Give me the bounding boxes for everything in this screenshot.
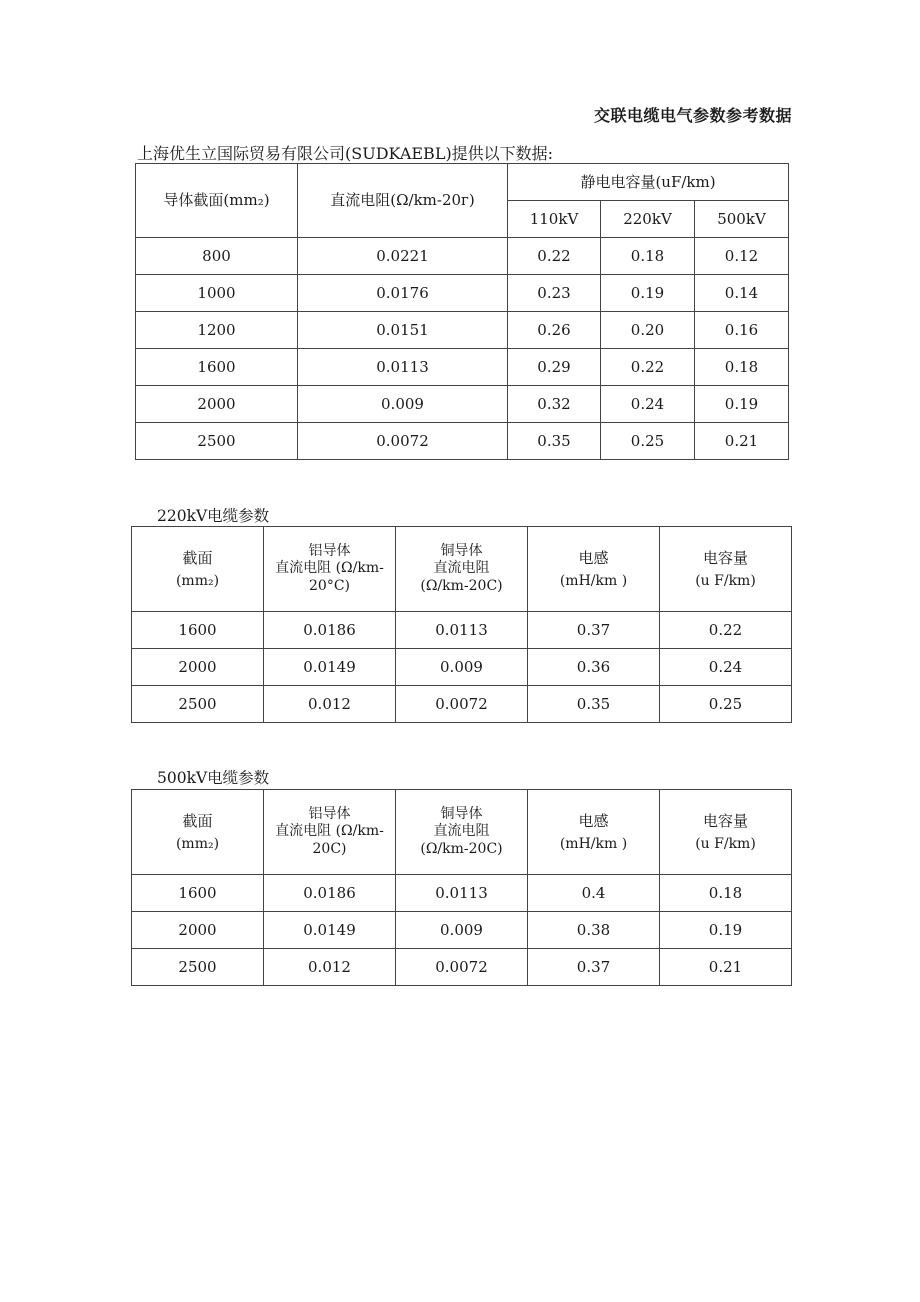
- cell-c500: 0.12: [695, 238, 789, 275]
- cell-al: 0.0186: [264, 612, 396, 649]
- header-capacitance: 电容量 (u F/km): [660, 527, 792, 612]
- table-row: [132, 949, 792, 986]
- cell-section: 1600: [132, 612, 264, 649]
- cell-section: 1600: [132, 875, 264, 912]
- cell-section: 2500: [132, 949, 264, 986]
- cell-c110: 0.29: [508, 349, 601, 386]
- cell-c500: 0.21: [695, 423, 789, 460]
- table-row: [136, 238, 789, 275]
- cell-al: 0.0149: [264, 649, 396, 686]
- cell-al: 0.012: [264, 949, 396, 986]
- cell-c220: 0.18: [601, 238, 695, 275]
- table-row: [132, 612, 792, 649]
- cell-section: 800: [136, 238, 298, 275]
- cell-cu: 0.009: [396, 912, 528, 949]
- cell-section: 2500: [136, 423, 298, 460]
- header-capacitance: 静电电容量(uF/km): [508, 164, 789, 201]
- cell-inductance: 0.4: [528, 875, 660, 912]
- header-section: 截面 (mm₂): [132, 527, 264, 612]
- cell-c110: 0.32: [508, 386, 601, 423]
- cell-resistance: 0.0072: [298, 423, 508, 460]
- capacitance-table: [135, 163, 789, 460]
- cell-resistance: 0.0221: [298, 238, 508, 275]
- cell-c220: 0.20: [601, 312, 695, 349]
- header-resistance: 直流电阻(Ω/km-20г): [298, 164, 508, 238]
- table-row: [132, 649, 792, 686]
- cell-c110: 0.35: [508, 423, 601, 460]
- header-inductance: 电感 (mH/km ): [528, 790, 660, 875]
- cell-cu: 0.009: [396, 649, 528, 686]
- cell-cu: 0.0113: [396, 612, 528, 649]
- cell-c110: 0.23: [508, 275, 601, 312]
- table-row: [132, 912, 792, 949]
- cell-section: 1000: [136, 275, 298, 312]
- cell-c110: 0.26: [508, 312, 601, 349]
- cell-c220: 0.24: [601, 386, 695, 423]
- cell-capacitance: 0.24: [660, 649, 792, 686]
- cell-c500: 0.16: [695, 312, 789, 349]
- table-row: [136, 275, 789, 312]
- cell-c220: 0.25: [601, 423, 695, 460]
- cell-inductance: 0.37: [528, 949, 660, 986]
- cell-inductance: 0.35: [528, 686, 660, 723]
- header-capacitance: 电容量 (u F/km): [660, 790, 792, 875]
- cell-c500: 0.18: [695, 349, 789, 386]
- header-al-resistance: 铝导体 直流电阻 (Ω/km- 20C): [264, 790, 396, 875]
- table-row: [136, 312, 789, 349]
- header-section: 截面 (mm₂): [132, 790, 264, 875]
- cell-resistance: 0.0113: [298, 349, 508, 386]
- cell-capacitance: 0.22: [660, 612, 792, 649]
- header-cu-resistance: 铜导体 直流电阻 (Ω/km-20C): [396, 790, 528, 875]
- cell-section: 1200: [136, 312, 298, 349]
- cell-capacitance: 0.25: [660, 686, 792, 723]
- cell-c220: 0.19: [601, 275, 695, 312]
- cell-section: 2500: [132, 686, 264, 723]
- header-al-resistance: 铝导体 直流电阻 (Ω/km- 20°C): [264, 527, 396, 612]
- cell-capacitance: 0.19: [660, 912, 792, 949]
- cell-al: 0.012: [264, 686, 396, 723]
- intro-text: 上海优生立国际贸易有限公司(SUDKAEBL)提供以下数据:: [137, 144, 554, 163]
- cell-section: 2000: [136, 386, 298, 423]
- cell-c220: 0.22: [601, 349, 695, 386]
- header-220kv: 220kV: [601, 201, 695, 238]
- caption-220kv: 220kV电缆参数: [157, 507, 270, 525]
- cell-c110: 0.22: [508, 238, 601, 275]
- header-section: 导体截面(mm₂): [136, 164, 298, 238]
- cell-resistance: 0.0151: [298, 312, 508, 349]
- cell-cu: 0.0072: [396, 686, 528, 723]
- cell-c500: 0.14: [695, 275, 789, 312]
- header-cu-resistance: 铜导体 直流电阻 (Ω/km-20C): [396, 527, 528, 612]
- cell-capacitance: 0.21: [660, 949, 792, 986]
- header-500kv: 500kV: [695, 201, 789, 238]
- caption-500kv: 500kV电缆参数: [157, 769, 270, 787]
- cell-cu: 0.0113: [396, 875, 528, 912]
- header-110kv: 110kV: [508, 201, 601, 238]
- table-row: [132, 686, 792, 723]
- header-inductance: 电感 (mH/km ): [528, 527, 660, 612]
- cell-al: 0.0149: [264, 912, 396, 949]
- cell-section: 2000: [132, 912, 264, 949]
- table-row: [136, 386, 789, 423]
- cell-resistance: 0.009: [298, 386, 508, 423]
- cable-500kv-table: [131, 789, 792, 986]
- table-row: [136, 349, 789, 386]
- cell-cu: 0.0072: [396, 949, 528, 986]
- cell-section: 1600: [136, 349, 298, 386]
- document-title: 交联电缆电气参数参考数据: [593, 106, 792, 125]
- cell-c500: 0.19: [695, 386, 789, 423]
- cell-capacitance: 0.18: [660, 875, 792, 912]
- cell-inductance: 0.37: [528, 612, 660, 649]
- cell-inductance: 0.36: [528, 649, 660, 686]
- cell-section: 2000: [132, 649, 264, 686]
- table-row: [132, 875, 792, 912]
- cell-inductance: 0.38: [528, 912, 660, 949]
- cable-220kv-table: [131, 526, 792, 723]
- cell-al: 0.0186: [264, 875, 396, 912]
- cell-resistance: 0.0176: [298, 275, 508, 312]
- table-row: [136, 423, 789, 460]
